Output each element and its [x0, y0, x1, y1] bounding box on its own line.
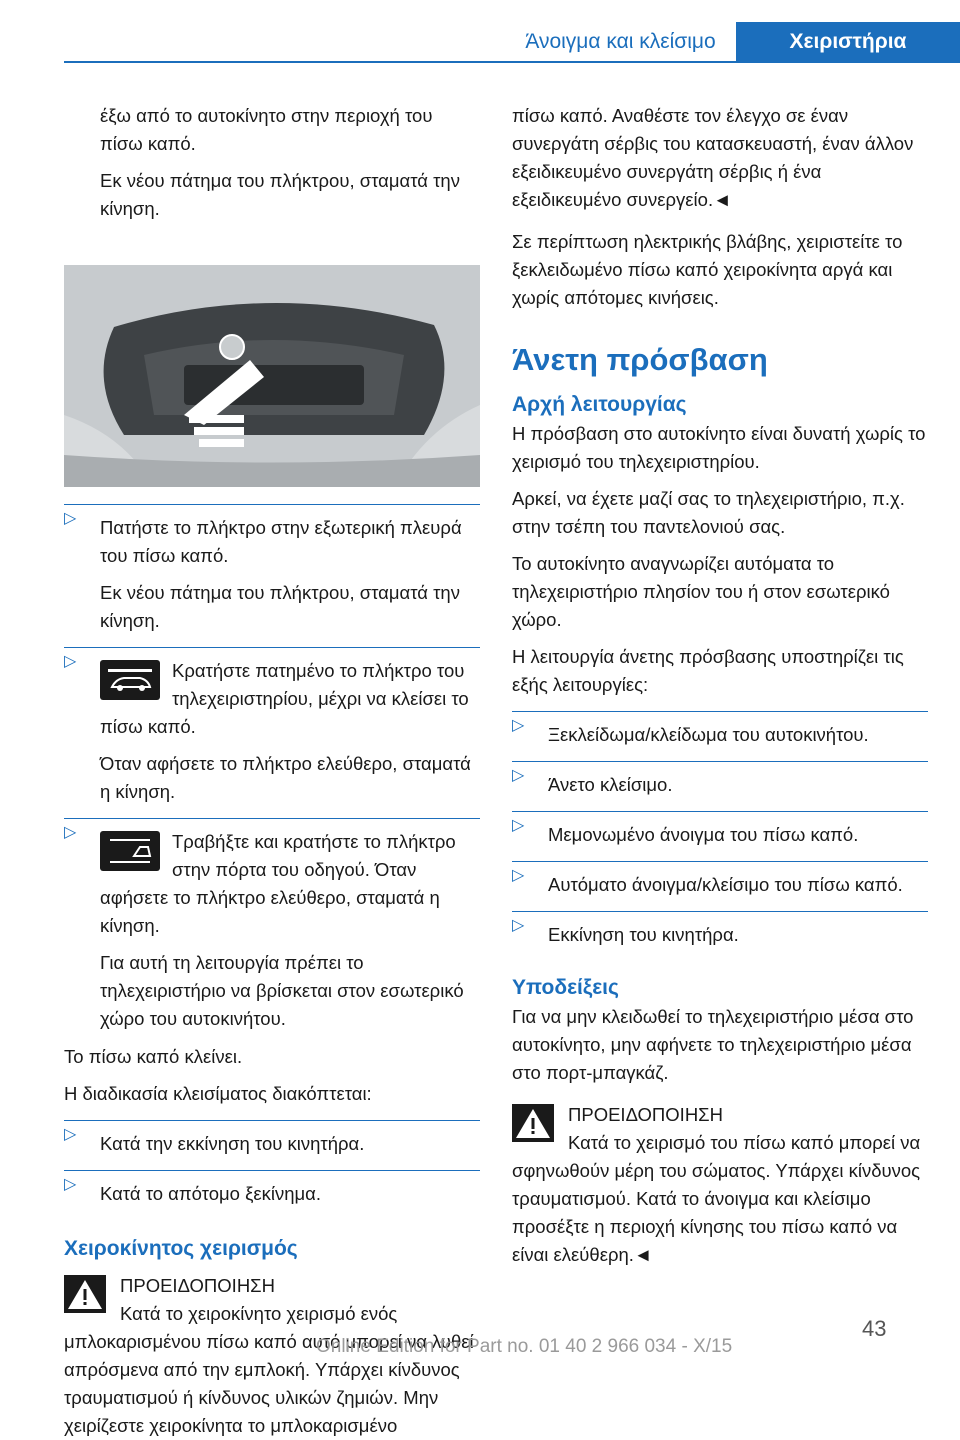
list-item-text: Άνετο κλείσιμο.: [548, 774, 673, 795]
list-item-text: Πατήστε το πλήκτρο στην εξωτερική πλευρά του πίσω καπό.: [100, 517, 462, 566]
bullet-triangle-icon: ▷: [64, 510, 77, 527]
list-item-feature: [512, 911, 928, 949]
header-section-title: Άνοιγμα και κλείσιμο: [525, 30, 716, 53]
warning-icon: [64, 1275, 106, 1313]
list-item-text: Κατά την εκκίνηση του κινητήρα.: [100, 1133, 365, 1154]
heading-principle: Αρχή λειτουργίας: [512, 393, 687, 416]
paragraph-principle-2: Αρκεί, να έχετε μαζί σας το τηλεχειριστήριο, π.χ. στην τσέπη του παντελονιού σας.: [512, 488, 905, 537]
paragraph-principle-3: Το αυτοκίνητο αναγνωρίζει αυτόματα το τηλεχειριστήριο πλησίον του ή στον εσωτερικό χώρο.: [512, 553, 890, 630]
bullet-triangle-icon: ▷: [512, 917, 525, 934]
warning-block: [512, 1101, 928, 1269]
paragraph-principle-1: Η πρόσβαση στο αυτοκίνητο είναι δυνατή χωρίς το χειρισμό του τηλεχειριστηρίου.: [512, 423, 926, 472]
warning-title: ΠΡΟΕΙΔΟΠΟΙΗΣΗ: [120, 1275, 275, 1296]
paragraph-principle-4: Η λειτουργία άνετης πρόσβασης υποστηρίζει τις εξής λειτουργίες:: [512, 646, 904, 695]
list-item-press-exterior: [64, 504, 480, 635]
list-item-remote: [64, 647, 480, 806]
heading-comfort-access: Άνετη πρόσβαση: [512, 342, 768, 377]
right-column: [512, 102, 928, 1269]
remote-tailgate-button-icon: [100, 660, 160, 700]
list-item-text: Αυτόματο άνοιγμα/κλείσιμο του πίσω καπό.: [548, 874, 903, 895]
page-number: 43: [862, 1316, 887, 1341]
tailgate-button-photo: [64, 265, 480, 487]
bullet-triangle-icon: ▷: [512, 767, 525, 784]
list-item-engine-start: [64, 1120, 480, 1158]
warning-text: Κατά το χειρισμό του πίσω καπό μπορεί να σφηνωθούν μέρη του σώματος. Υπάρχει κίνδυνος τραυματισμού. Κατά το άνοιγμα και κλείσιμο προσέξτε η περιοχή κίνησης του πίσω καπό να είναι ελεύθερη.◄: [512, 1132, 921, 1265]
list-item-text: Ξεκλείδωμα/κλείδωμα του αυτοκινήτου.: [548, 724, 869, 745]
paragraph-interrupt: Η διαδικασία κλεισίματος διακόπτεται:: [64, 1083, 372, 1104]
list-item-text: Τραβήξτε και κρατήστε το πλήκτρο στην πόρτα του οδηγού. Όταν αφήσετε το πλήκτρο ελεύθερο, σταματά η κίνηση.: [100, 831, 456, 936]
bullet-triangle-icon: ▷: [512, 717, 525, 734]
heading-manual-operation: Χειροκίνητος χειρισμός: [64, 1237, 298, 1260]
list-item-subtext: Εκ νέου πάτημα του πλήκτρου, σταματά την κίνηση.: [100, 582, 460, 631]
paragraph-electric-fault: Σε περίπτωση ηλεκτρικής βλάβης, χειριστείτε το ξεκλειδωμένο πίσω καπό χειροκίνητα αργά και χωρίς απότομες κινήσεις.: [512, 231, 903, 308]
paragraph-notes: Για να μην κλειδωθεί το τηλεχειριστήριο μέσα στο αυτοκίνητο, μην αφήνετε το τηλεχειριστήριο μέσα στο πορτ-μπαγκάζ.: [512, 1006, 914, 1083]
bullet-triangle-icon: ▷: [64, 1176, 77, 1193]
list-item-text: Κατά το απότομο ξεκίνημα.: [100, 1183, 321, 1204]
intro-paragraph: έξω από το αυτοκίνητο στην περιοχή του πίσω καπό.: [100, 105, 433, 154]
warning-title: ΠΡΟΕΙΔΟΠΟΙΗΣΗ: [568, 1104, 723, 1125]
bullet-triangle-icon: ▷: [64, 1126, 77, 1143]
list-item-abrupt-start: [64, 1170, 480, 1208]
list-item-feature: [512, 761, 928, 799]
intro-paragraph-2: Εκ νέου πάτημα του πλήκτρου, σταματά την κίνηση.: [100, 170, 460, 219]
warning-icon: [512, 1104, 554, 1142]
footer-edition: Online Edition for Part no. 01 40 2 966 034 - X/15: [316, 1336, 733, 1357]
list-item-text: Εκκίνηση του κινητήρα.: [548, 924, 739, 945]
bullet-triangle-icon: ▷: [64, 824, 77, 841]
header-chapter-tab: Χειριστήρια: [736, 22, 960, 62]
door-tailgate-button-icon: [100, 831, 160, 871]
list-item-feature: [512, 861, 928, 899]
left-column: [64, 102, 480, 1440]
heading-notes: Υποδείξεις: [512, 976, 619, 999]
list-item-text: Κρατήστε πατημένο το πλήκτρο του τηλεχειριστηρίου, μέχρι να κλείσει το πίσω καπό.: [100, 660, 469, 737]
list-item-text: Μεμονωμένο άνοιγμα του πίσω καπό.: [548, 824, 859, 845]
header-rule: [64, 61, 960, 63]
bullet-triangle-icon: ▷: [512, 867, 525, 884]
warning-text: Κατά το χειροκίνητο χειρισμό ενός μπλοκαρισμένου πίσω καπό αυτό μπορεί να λυθεί απρόσμενα από την εμπλοκή. Υπάρχει κίνδυνος τραυματισμού ή κίνδυνος υλικών ζημιών. Μην χειρίζεστε χειροκίνητα το μπλοκαρισμένο: [64, 1303, 474, 1436]
list-item-subtext: Για αυτή τη λειτουργία πρέπει το τηλεχειριστήριο να βρίσκεται στον εσωτερικό χώρο του αυτοκινήτου.: [100, 952, 464, 1029]
list-item-feature: [512, 811, 928, 849]
bullet-triangle-icon: ▷: [64, 653, 77, 670]
paragraph-closes: Το πίσω καπό κλείνει.: [64, 1046, 243, 1067]
list-item-driver-door: [64, 818, 480, 1033]
list-item-feature: [512, 711, 928, 749]
list-item-subtext: Όταν αφήσετε το πλήκτρο ελεύθερο, σταματά η κίνηση.: [100, 753, 471, 802]
warning-continuation: πίσω καπό. Αναθέστε τον έλεγχο σε έναν συνεργάτη σέρβις του κατασκευαστή, έναν άλλον εξειδικευμένο συνεργάτη σέρβις ή ένα εξειδικευμένο συνεργείο.◄: [512, 105, 914, 210]
bullet-triangle-icon: ▷: [512, 817, 525, 834]
